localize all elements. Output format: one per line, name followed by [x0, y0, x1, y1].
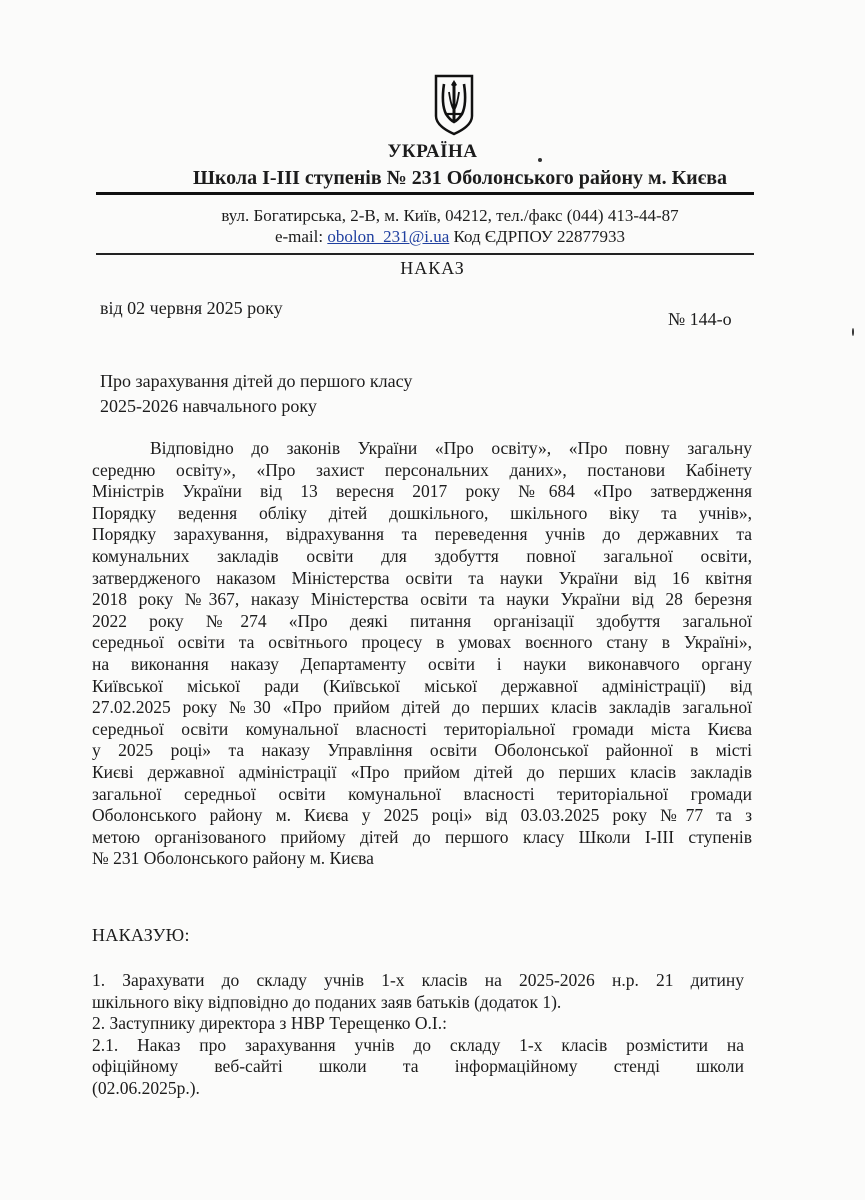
order-item-line: шкільного віку відповідно до поданих заяв батьків (додаток 1).: [92, 991, 562, 1012]
preamble-line: 27.02.2025 року №30 «Про прийом дітей до перших класів закладів загальної: [92, 697, 752, 718]
preamble-line: метою організованого прийому дітей до першого класу Школи І-ІІІ ступенів: [92, 826, 752, 847]
order-number: № 144-о: [668, 309, 732, 329]
edrpou-code: Код ЄДРПОУ 22877933: [453, 227, 626, 246]
preamble-line: комунальних закладів освіти для здобуття повної загальної освіти,: [92, 545, 752, 566]
preamble-line: на виконання наказу Департаменту освіти і науки виконавчого органу: [92, 653, 752, 674]
order-item-line: офіційному веб-сайті школи та інформаційному стенді школи: [92, 1056, 744, 1077]
order-item-line: 2. Заступнику директора з НВР Терещенко О.І.:: [92, 1013, 447, 1034]
preamble-line: у 2025 році» та наказу Управління освіти Оболонської районної в місті: [92, 740, 752, 761]
preamble-line: Оболонського району м. Києва у 2025 році» від 03.03.2025 року №77 та з: [92, 805, 752, 826]
preamble-line: загальної середньої освіти комунальної власності територіальної громади: [92, 783, 752, 804]
preamble-line: 2022 року №274 «Про деякі питання організації здобуття загальної: [92, 610, 752, 631]
subject-line: 2025-2026 навчального року: [100, 396, 317, 416]
email-line: [150, 226, 750, 247]
preamble-line: Порядку ведення обліку дітей дошкільного, шкільного віку та учнів»,: [92, 502, 752, 523]
email-link[interactable]: obolon_231@i.ua: [327, 227, 450, 246]
order-item-line: 2.1. Наказ про зарахування учнів до складу 1-х класів розмістити на: [92, 1034, 744, 1055]
order-date: від 02 червня 2025 року: [100, 298, 283, 318]
email-label: e-mail:: [274, 227, 324, 246]
school-address: вул. Богатирська, 2-В, м. Київ, 04212, тел./факс (044) 413-44-87: [221, 206, 679, 225]
preamble-line: Міністрів України від 13 вересня 2017 року №684 «Про затвердження: [92, 481, 752, 502]
order-directive-heading: НАКАЗУЮ:: [92, 925, 190, 945]
preamble-line: Києві державної адміністрації «Про прийом дітей до перших класів закладів: [92, 761, 752, 782]
scan-speck: [852, 328, 854, 336]
header-divider: [96, 192, 754, 195]
school-name: Школа І-ІІІ ступенів № 231 Оболонського району м. Києва: [192, 167, 728, 189]
preamble-line: середньої освіти комунальної власності територіальної громади міста Києва: [92, 718, 752, 739]
order-item-line: (02.06.2025р.).: [92, 1077, 200, 1098]
preamble-line: № 231 Оболонського району м. Києва: [92, 848, 374, 869]
country-heading: УКРАЇНА: [387, 141, 478, 162]
preamble-line: Порядку зарахування, відрахування та переведення учнів до державних та: [92, 524, 752, 545]
subject-line: Про зарахування дітей до першого класу: [100, 371, 413, 391]
preamble-line: 2018 року №367, наказу Міністерства освіти та науки України від 28 березня: [92, 589, 752, 610]
preamble-line: затвердженого наказом Міністерства освіти та науки України від 16 квітня: [92, 567, 752, 588]
preamble-line: середню освіту», «Про захист персональних даних», постанови Кабінету: [92, 459, 752, 480]
preamble-line: середньої освіти та освітнього процесу в умовах воєнного стану в Україні»,: [92, 632, 752, 653]
order-subject: [100, 369, 600, 419]
preamble-line: Відповідно до законів України «Про освіту», «Про повну загальну: [150, 438, 752, 458]
order-preamble: [92, 438, 752, 870]
contacts-divider: [96, 253, 754, 255]
order-title: НАКАЗ: [400, 258, 465, 278]
order-items: [92, 970, 744, 1100]
scan-speck: [538, 158, 542, 162]
school-contacts: [150, 205, 750, 247]
order-item-line: 1. Зарахувати до складу учнів 1-х класів на 2025-2026 н.р. 21 дитину: [92, 970, 744, 990]
preamble-line: Київської міської ради (Київської міської державної адміністрації) від: [92, 675, 752, 696]
trident-coat-of-arms-icon: [430, 72, 478, 136]
